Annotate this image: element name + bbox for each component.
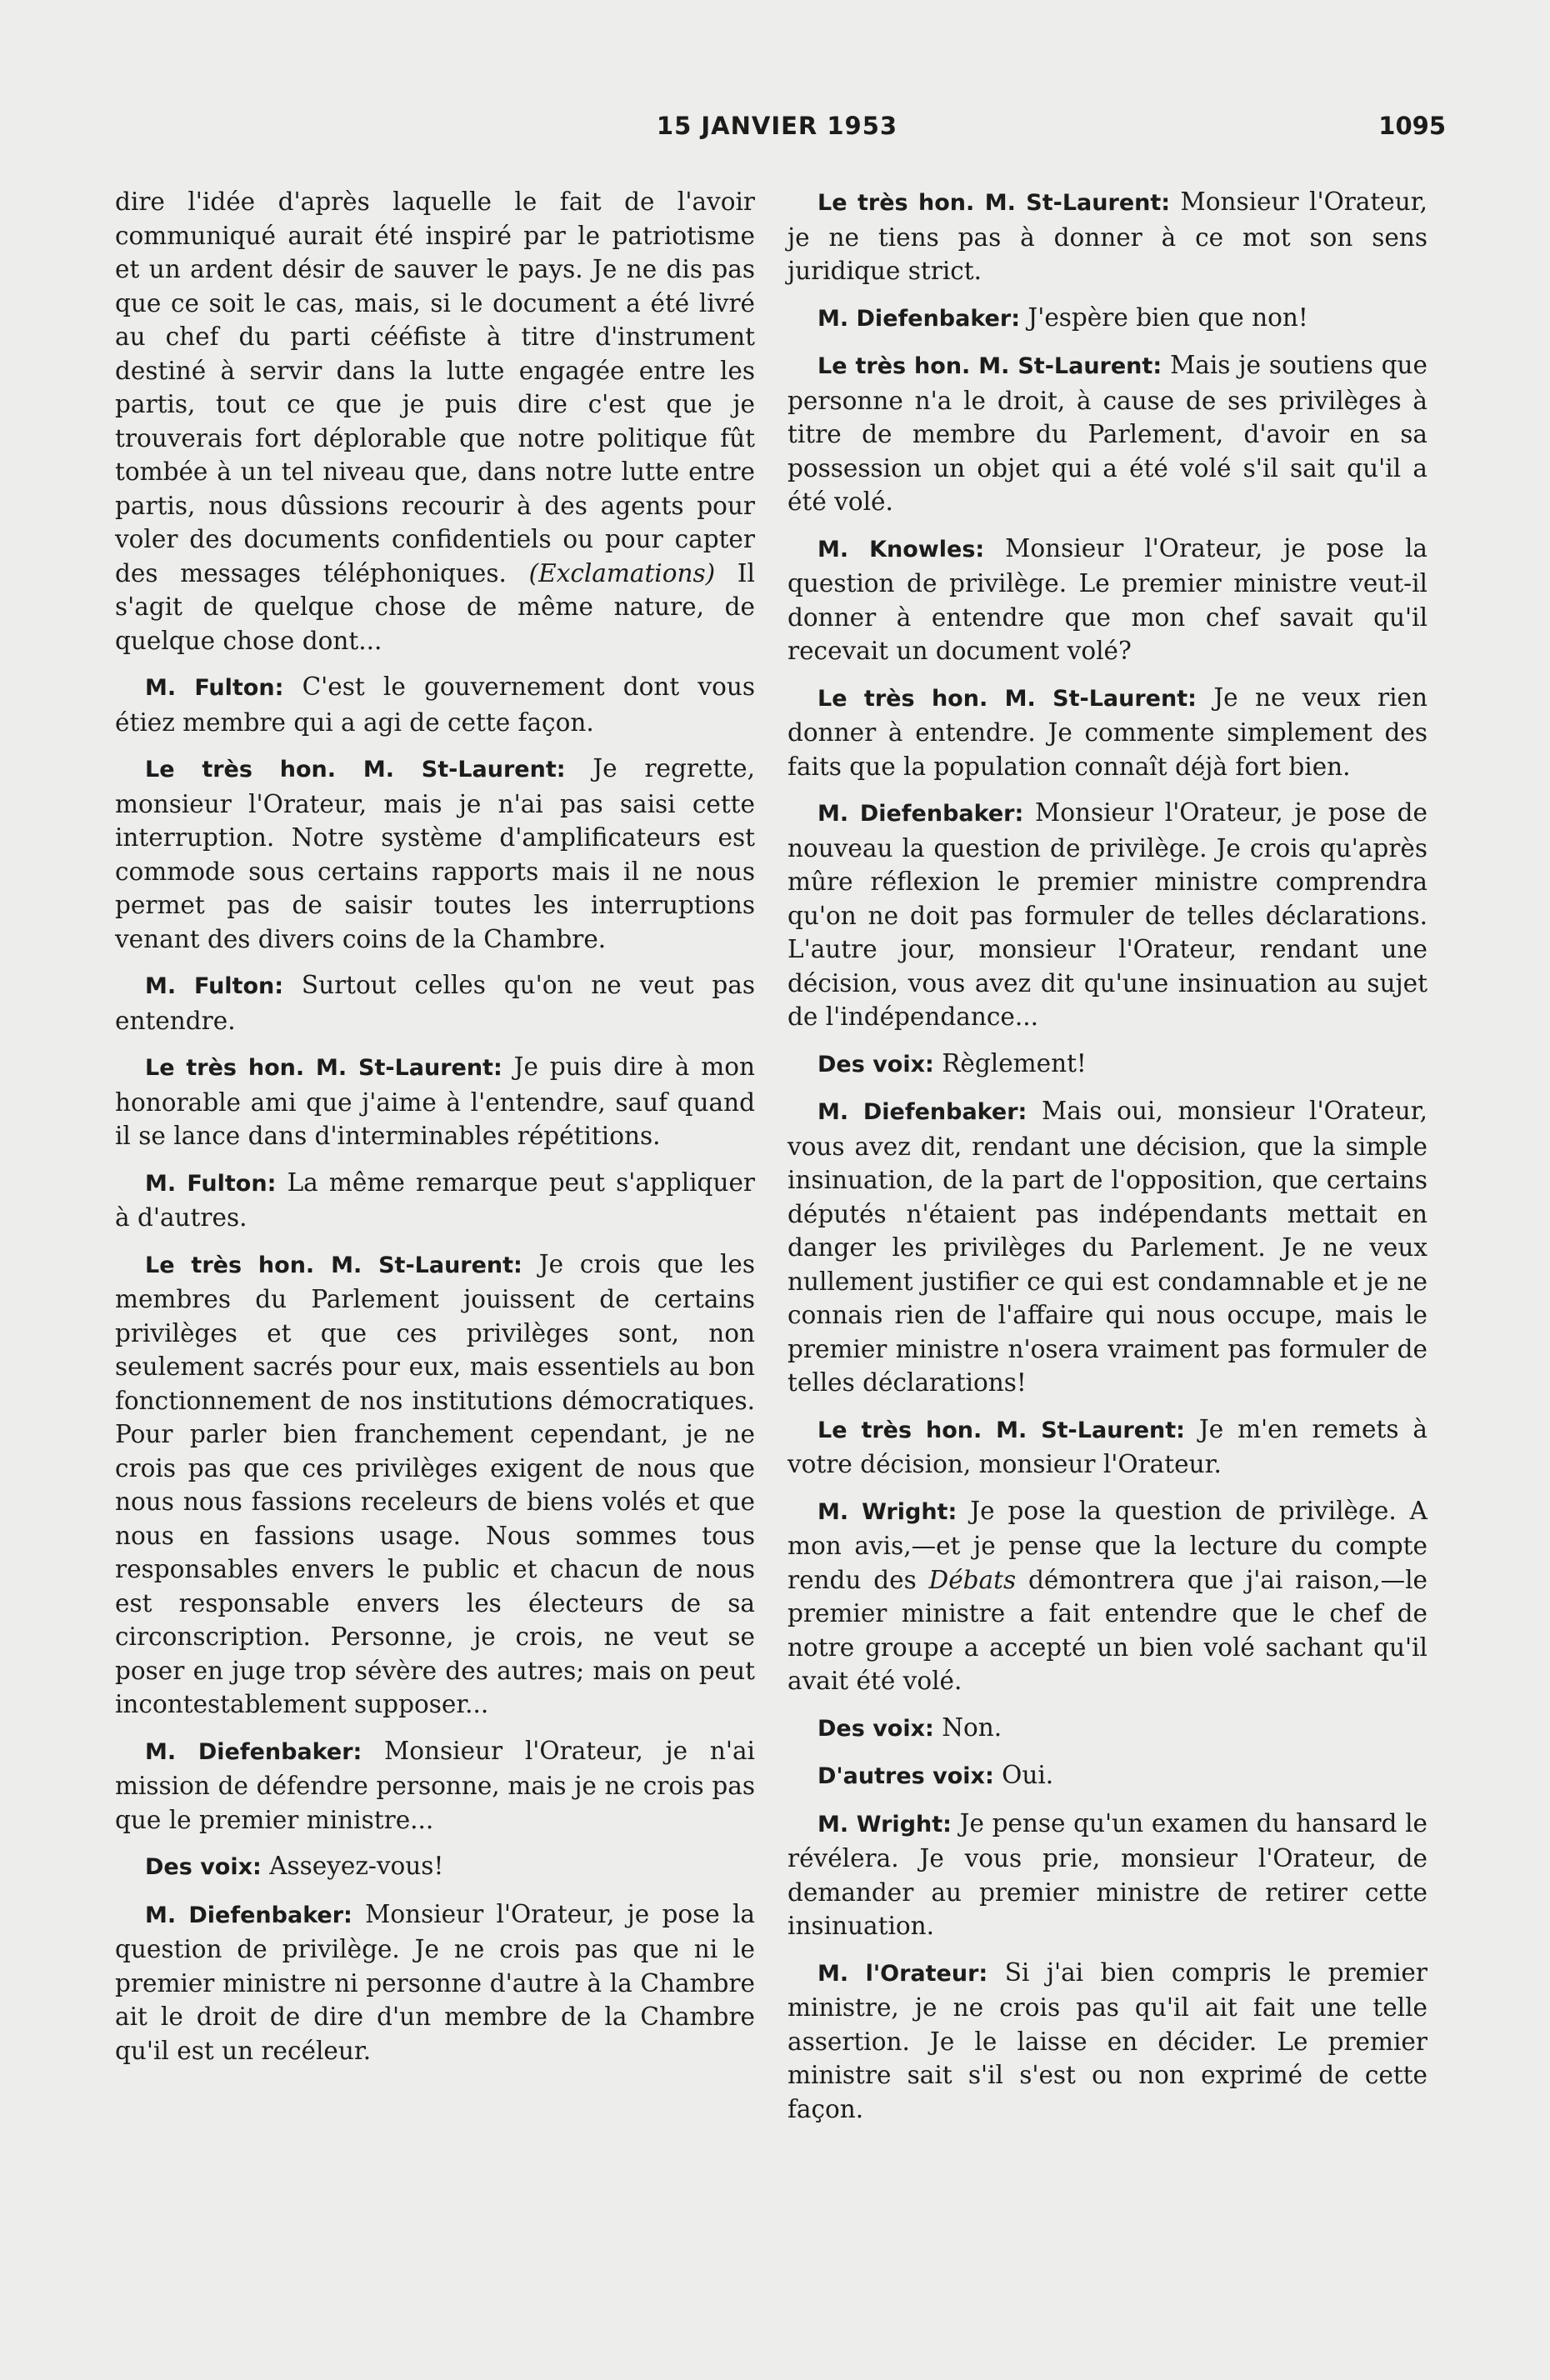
speech-text: Règlement! (942, 1048, 1087, 1078)
page-number: 1095 (1378, 112, 1446, 140)
speaker-name: Le très hon. M. St-Laurent: (818, 353, 1162, 379)
speaker-name: D'autres voix: (818, 1763, 994, 1789)
page-header (108, 112, 1446, 152)
speech-text: Mais oui, monsieur l'Orateur, vous avez dit, rendant une décision, que la simple insinuation, de la part de l'opposition, que certains députés n'étaient pas indépendants mettait en danger les privilèges du Parlement. Je ne veux nullement justifier ce qui est condamnable et je ne connais rien de l'affaire qui nous occupe, mais le premier ministre n'osera vraiment pas formuler de telles déclarations! (788, 1097, 1428, 1397)
speaker-name: Des voix: (818, 1051, 934, 1078)
speaker-name: Le très hon. M. St-Laurent: (145, 1055, 502, 1081)
speech-text: C'est le gouvernement dont vous étiez membre qui a agi de cette façon. (115, 672, 755, 737)
speaker-name: Le très hon. M. St-Laurent: (145, 757, 566, 782)
italic-title: Débats (928, 1565, 1017, 1594)
speech-text: Monsieur l'Orateur, je pose la question de privilège. Je ne crois pas que ni le premier ministre ni personne d'autre à la Chambre ait le droit de dire d'un membre de la Chambre qu'il est un recéleur. (115, 1899, 755, 2065)
speech (788, 1807, 1428, 1943)
speaker-name: Le très hon. M. St-Laurent: (818, 1417, 1185, 1443)
speaker-name: Le très hon. M. St-Laurent: (818, 190, 1171, 216)
speaker-name: M. Diefenbaker: (818, 1099, 1028, 1125)
speech (115, 968, 755, 1038)
speaker-name: Des voix: (145, 1854, 262, 1880)
speech-text: Monsieur l'Orateur, je ne tiens pas à donner à ce mot son sens juridique strict. (788, 188, 1428, 285)
speech (788, 1758, 1428, 1794)
speech (115, 670, 755, 739)
speaker-name: M. Diefenbaker: (145, 1738, 362, 1765)
speech-text: Je puis dire à mon honorable ami que j'aime à l'entendre, sauf quand il se lance dans d'interminables répétitions. (115, 1052, 755, 1150)
left-column (115, 185, 755, 2080)
speech (115, 1166, 755, 1235)
speaker-name: Des voix: (818, 1715, 934, 1742)
speech (788, 681, 1428, 784)
paragraph-text: Il s'agit de quelque chose de même nature, de quelque chose dont... (115, 558, 755, 655)
speaker-name: M. Fulton: (145, 1170, 277, 1197)
speech (788, 1494, 1428, 1698)
speech (115, 1248, 755, 1722)
speech (788, 301, 1428, 337)
speaker-name: M. Wright: (818, 1498, 958, 1525)
speech-text: Monsieur l'Orateur, je pose de nouveau la question de privilège. Je crois qu'après mûre réflexion le premier ministre comprendra qu'on ne doit pas formuler de telles déclarations. L'autre jour, monsieur l'Orateur, rendant une décision, vous avez dit qu'une insinuation au sujet de l'indépendance... (788, 798, 1428, 1031)
speaker-name: M. Fulton: (145, 973, 284, 999)
speech (788, 1094, 1428, 1400)
speech-text: Je m'en remets à votre décision, monsieur l'Orateur. (788, 1414, 1428, 1478)
speech (115, 1898, 755, 2068)
speaker-name: M. Fulton: (145, 675, 284, 701)
speech-text: Surtout celles qu'on ne veut pas entendre. (115, 971, 755, 1035)
speech-text: Je ne veux rien donner à entendre. Je commente simplement des faits que la population connaît déjà fort bien. (788, 682, 1428, 781)
speaker-name: M. l'Orateur: (818, 1960, 988, 1987)
speech (788, 348, 1428, 519)
speech (115, 1050, 755, 1153)
speaker-name: M. Diefenbaker: (145, 1902, 352, 1928)
speech (788, 532, 1428, 668)
speech (115, 1734, 755, 1838)
speech-text: Oui. (1002, 1761, 1054, 1789)
speech-text: Mais je soutiens que personne n'a le droit, à cause de ses privilèges à titre de membre du Parlement, d'avoir en sa possession un objet qui a été volé s'il sait qu'il a été volé. (788, 351, 1428, 516)
speech (788, 796, 1428, 1034)
speech (788, 1711, 1428, 1747)
speech-text: Je crois que les membres du Parlement jouissent de certains privilèges et que ces privilèges sont, non seulement sacrés pour eux, mais essentiels au bon fonctionnement de nos institutions démocratiques. Pour parler bien franchement cependant, je ne crois pas que ces privilèges exigent de nous que nous nous fassions receleurs de biens volés et que nous en fassions usage. Nous sommes tous responsables envers le public et chacun de nous est responsable envers les électeurs de sa circonscription. Personne, je crois, ne veut se poser en juge trop sévère des autres; mais on peut incontestablement supposer... (115, 1249, 755, 1718)
speaker-name: Le très hon. M. St-Laurent: (818, 685, 1197, 712)
speech-text: Je regrette, monsieur l'Orateur, mais je n'ai pas saisi cette interruption. Notre système d'amplificateurs est commode sous certains rapports mais il ne nous permet pas de saisir toutes les interruptions venant des divers coins de la Chambre. (115, 754, 755, 953)
right-column (788, 185, 1428, 2138)
header-date: 15 JANVIER 1953 (656, 112, 898, 140)
speech-text: La même remarque peut s'appliquer à d'autres. (115, 1168, 756, 1232)
speech-text: Monsieur l'Orateur, je pose la question de privilège. Le premier ministre veut-il donner à entendre que mon chef savait qu'il recevait un document volé? (788, 533, 1428, 665)
speech-text: J'espère bien que non! (1028, 302, 1308, 332)
speech-text: Monsieur l'Orateur, je n'ai mission de défendre personne, mais je ne crois pas que le premier ministre... (115, 1736, 755, 1834)
speaker-name: M. Knowles: (818, 536, 985, 562)
speech (115, 1849, 755, 1885)
speech (788, 1412, 1428, 1482)
speech-text: Asseyez-vous! (269, 1852, 444, 1880)
speaker-name: M. Diefenbaker: (818, 801, 1024, 827)
speech-text: Non. (942, 1712, 1002, 1742)
paragraph (115, 185, 755, 658)
speaker-name: M. Wright: (818, 1811, 952, 1838)
speech (788, 1047, 1428, 1082)
speech-text: Je pose la question de privilège. A mon avis,—et je pense que la lecture du compte rendu des (788, 1496, 1428, 1594)
speech (788, 1956, 1428, 2127)
speech (788, 185, 1428, 288)
speech-text: démontrera que j'ai raison,—le premier ministre a fait entendre que le chef de notre groupe a accepté un bien volé sachant qu'il avait été volé. (788, 1565, 1428, 1695)
speech (115, 752, 755, 956)
stage-direction: (Exclamations) (528, 558, 716, 588)
speech-text: Si j'ai bien compris le premier ministre, je ne crois pas qu'il ait fait une telle assertion. Je le laisse en décider. Le premier ministre sait s'il s'est ou non exprimé de cette façon. (788, 1958, 1428, 2123)
speech-text: Je pense qu'un examen du hansard le révélera. Je vous prie, monsieur l'Orateur, de demander au premier ministre de retirer cette insinuation. (788, 1808, 1428, 1940)
paragraph-text: dire l'idée d'après laquelle le fait de l'avoir communiqué aurait été inspiré par le patriotisme et un ardent désir de sauver le pays. Je ne dis pas que ce soit le cas, mais, si le document a été livré au chef du parti cééfiste à titre d'instrument destiné à servir dans la lutte engagée entre les partis, tout ce que je puis dire c'est que je trouverais fort déplorable que notre politique fût tombée à un tel niveau que, dans notre lutte entre partis, nous dûssions recourir à des agents pour voler des documents confidentiels ou pour capter des messages téléphoniques. (115, 188, 755, 588)
speaker-name: Le très hon. M. St-Laurent: (145, 1252, 522, 1278)
speaker-name: M. Diefenbaker: (818, 305, 1020, 332)
